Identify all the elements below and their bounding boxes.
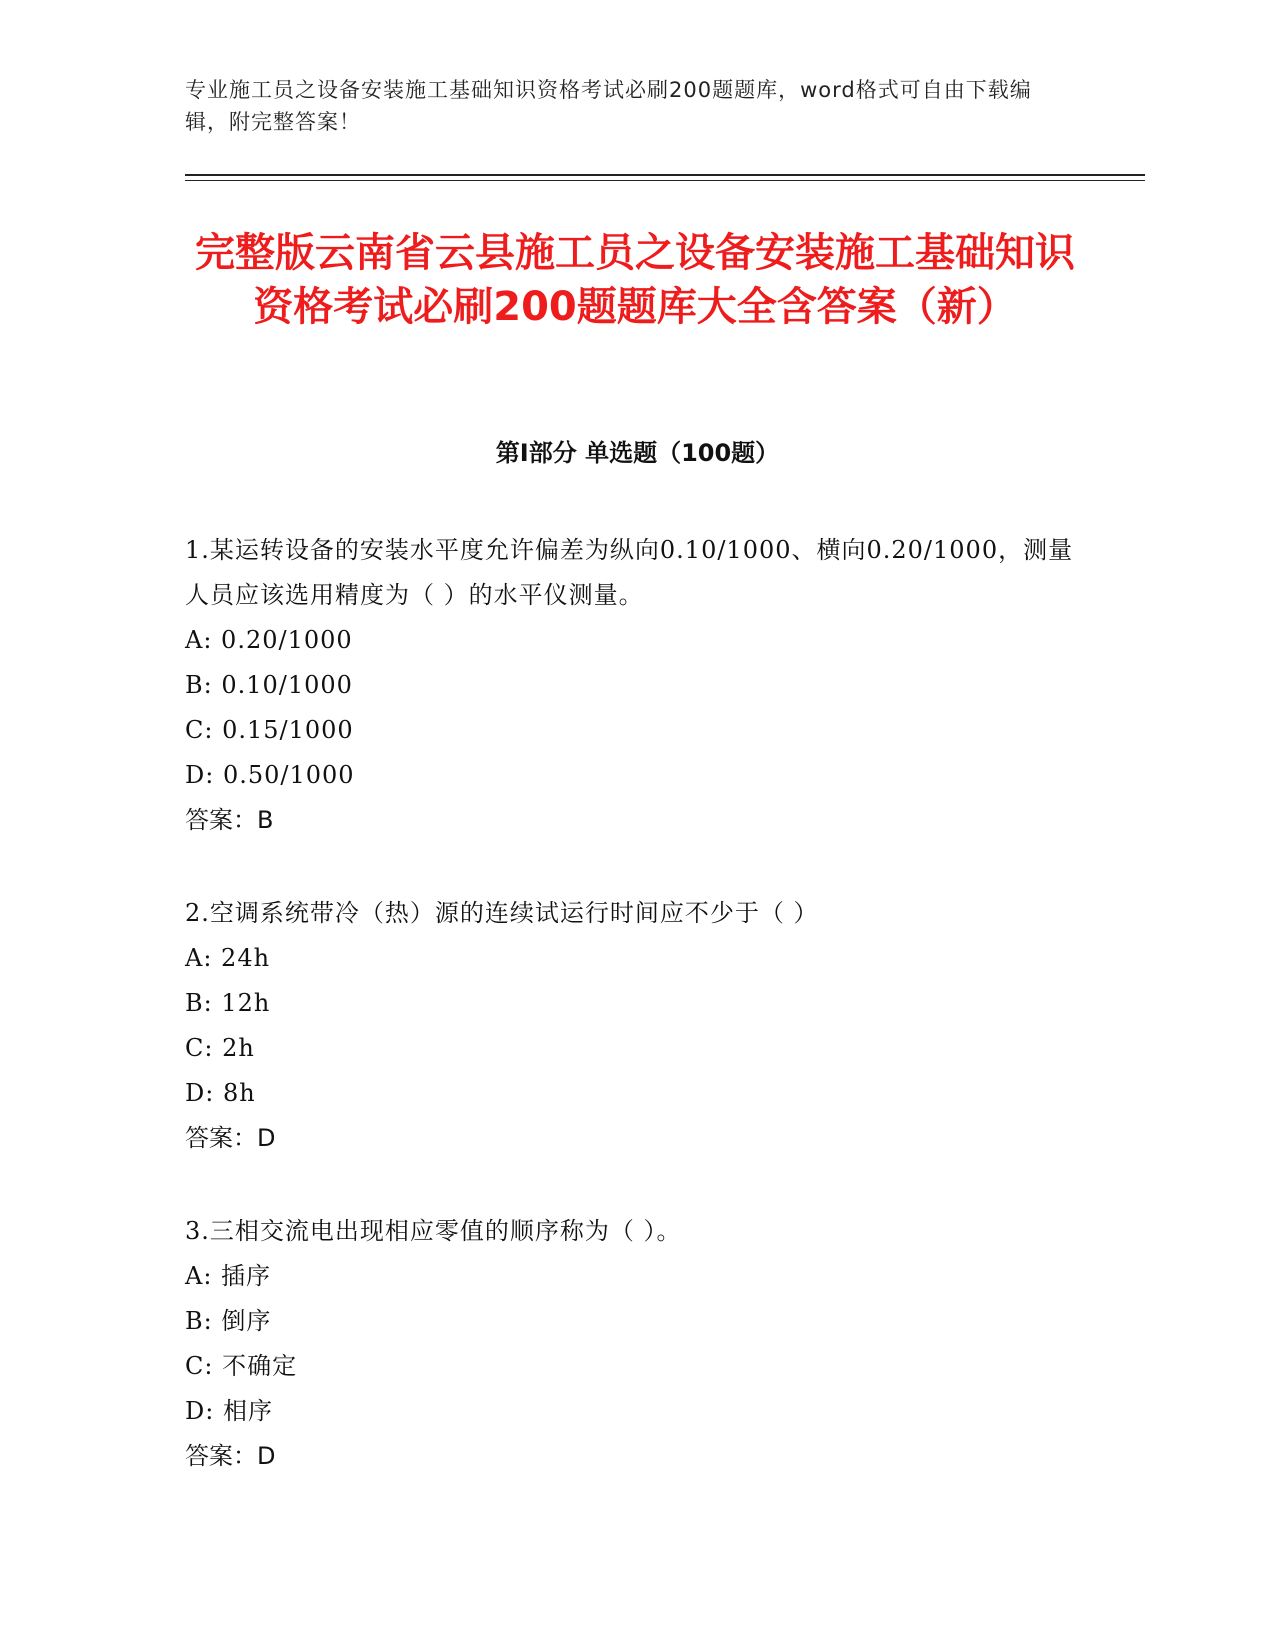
question-1 bbox=[185, 528, 1085, 843]
option-c: C: 2h bbox=[185, 1034, 255, 1062]
option-b: B: 倒序 bbox=[185, 1307, 272, 1335]
header-divider-thin bbox=[185, 180, 1145, 181]
question-3 bbox=[185, 1209, 1085, 1479]
header-note: 专业施工员之设备安装施工基础知识资格考试必刷200题题库，word格式可自由下载编辑，附完整答案！ bbox=[185, 78, 1032, 134]
question-2 bbox=[185, 891, 1085, 1161]
answer: 答案：D bbox=[185, 1124, 276, 1152]
option-b: B: 0.10/1000 bbox=[185, 671, 353, 699]
question-stem: 3.三相交流电出现相应零值的顺序称为（ ）。 bbox=[185, 1217, 682, 1245]
answer: 答案：B bbox=[185, 806, 274, 834]
answer: 答案：D bbox=[185, 1442, 276, 1470]
question-stem: 2.空调系统带冷（热）源的连续试运行时间应不少于（ ） bbox=[185, 899, 819, 927]
question-list bbox=[185, 528, 1085, 1527]
option-a: A: 24h bbox=[185, 944, 271, 972]
question-stem: 1.某运转设备的安装水平度允许偏差为纵向0.10/1000、横向0.20/1000，测量人员应该选用精度为（ ）的水平仪测量。 bbox=[185, 536, 1074, 609]
option-a: A: 0.20/1000 bbox=[185, 626, 353, 654]
section-title: 第I部分 单选题（100题） bbox=[495, 439, 780, 467]
option-a: A: 插序 bbox=[185, 1262, 272, 1290]
header-divider-thick bbox=[185, 174, 1145, 176]
option-d: D: 0.50/1000 bbox=[185, 761, 355, 789]
document-title: 完整版云南省云县施工员之设备安装施工基础知识资格考试必刷200题题库大全含答案（新） bbox=[195, 230, 1075, 330]
option-c: C: 不确定 bbox=[185, 1352, 298, 1380]
option-b: B: 12h bbox=[185, 989, 271, 1017]
option-c: C: 0.15/1000 bbox=[185, 716, 354, 744]
option-d: D: 8h bbox=[185, 1079, 256, 1107]
option-d: D: 相序 bbox=[185, 1397, 273, 1425]
